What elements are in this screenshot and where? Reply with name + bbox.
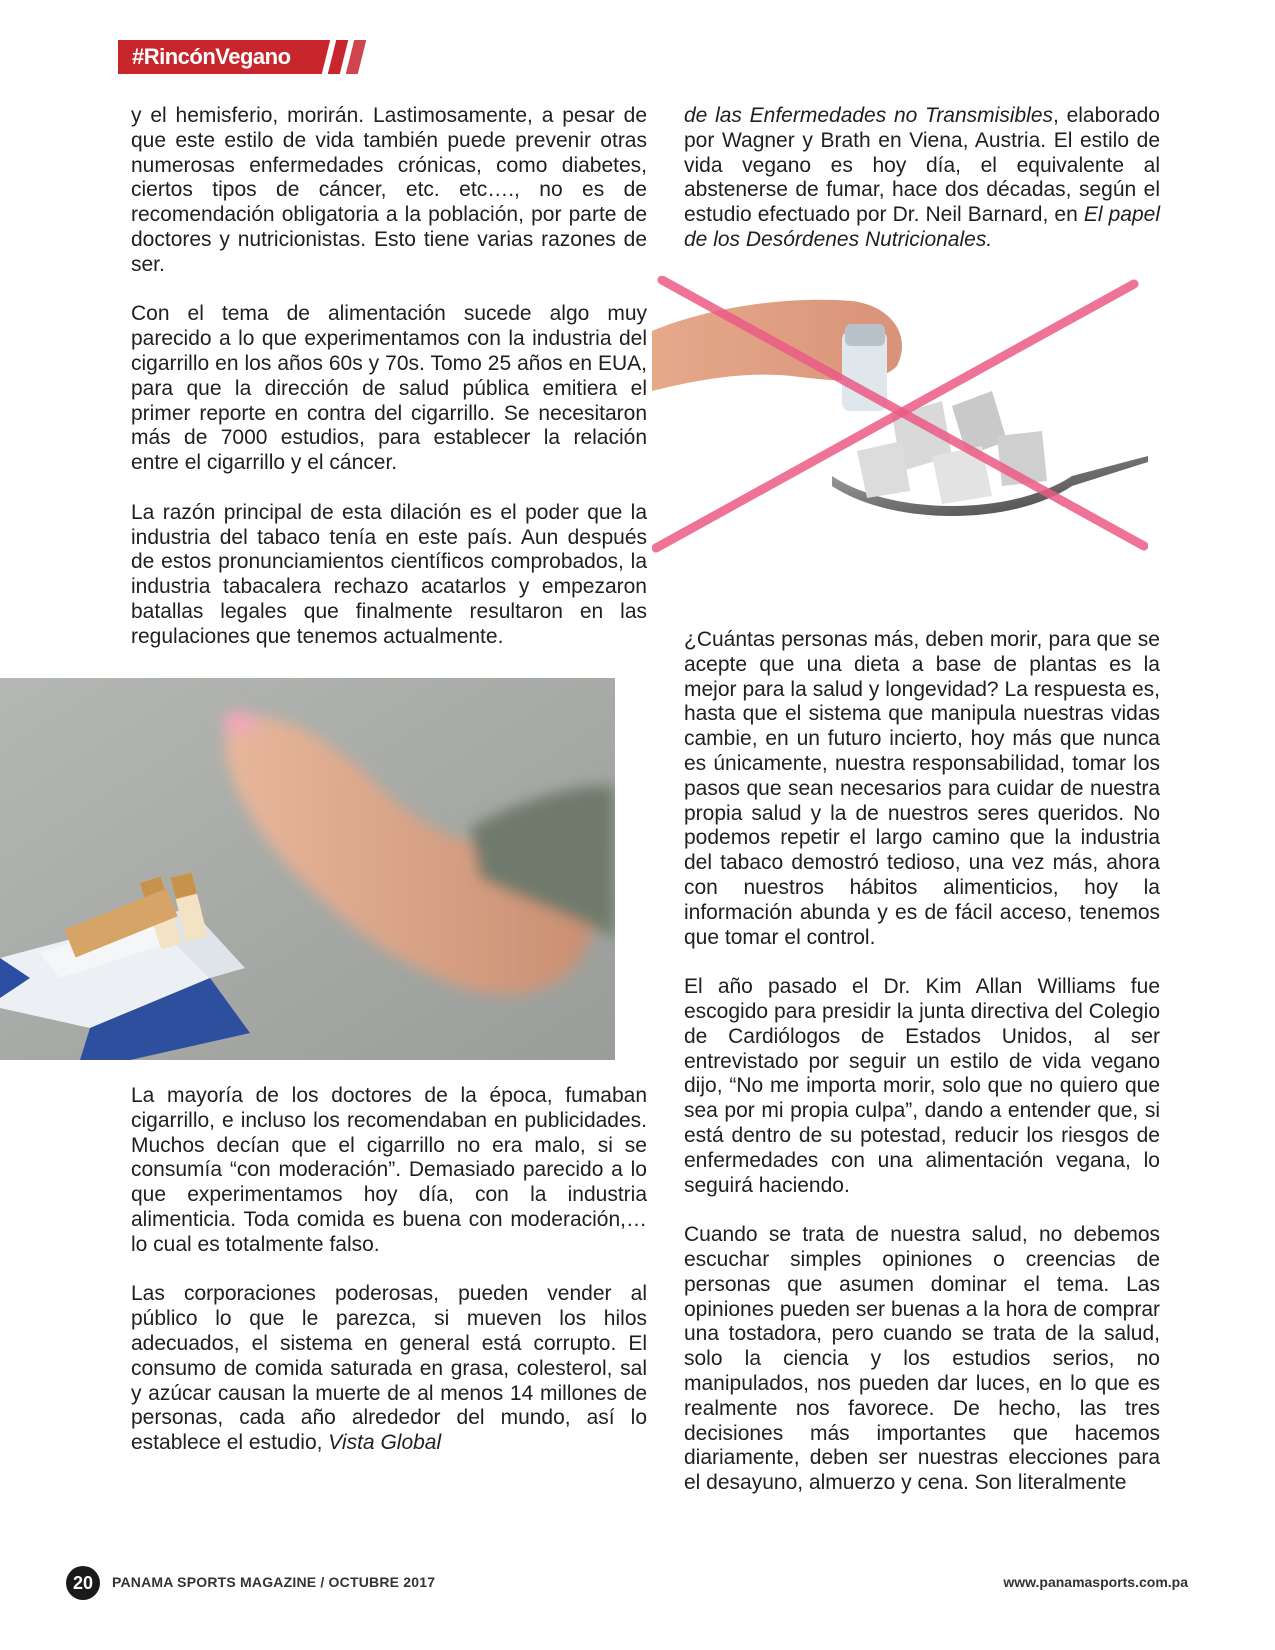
right-column-bottom: [684, 628, 1160, 1496]
paragraph: El año pasado el Dr. Kim Allan Williams fue escogido para presidir la junta directiva del Colegio de Cardiólogos de Estados Unidos, al ser entrevistado por seguir un estilo de vida vegano dijo, “No me importa morir, solo que no quiero que sea por mi propia culpa”, dando a entender que, si está dentro de su potestad, reducir los riesgos de enfermedades con una alimentación vegana, lo seguirá haciendo.: [684, 975, 1160, 1197]
paragraph: Cuando se trata de nuestra salud, no debemos escuchar simples opiniones o creencias de personas que asumen dominar el tema. Las opiniones pueden ser buenas a la hora de comprar una tostadora, pero cuando se trata de la salud, solo la ciencia y los estudios serios, no manipulados, nos pueden dar luces, en lo que es realmente nos favorece. De hecho, las tres decisiones más importantes que hacemos diariamente, deben ser nuestras elecciones para el desayuno, almuerzo y cena. Son literalmente: [684, 1223, 1160, 1495]
paragraph-text: Las corporaciones poderosas, pueden vender al público lo que le parezca, si mueven los hilos adecuados, el sistema en general está corrupto. El consumo de comida saturada en grasa, colesterol, sal y azúcar causan la muerte de al menos 14 millones de personas, cada año alrededor del mundo, así lo establece el estudio,: [131, 1282, 647, 1455]
paragraph: y el hemisferio, morirán. Lastimosamente, a pesar de que este estilo de vida también puede prevenir otras numerosas enfermedades crónicas, como diabetes, ciertos tipos de cáncer, etc. etc…., no es de recomendación obligatoria a la población, por parte de doctores y nutricionistas. Esto tiene varias razones de ser.: [131, 104, 647, 276]
left-column-bottom: [131, 1084, 647, 1456]
paragraph: Con el tema de alimentación sucede algo muy parecido a lo que experimentamos con la industria del cigarrillo en los años 60s y 70s. Tomo 25 años en EUA, para que la dirección de salud pública emitiera el primer reporte en contra del cigarrillo. Se necesitaron más de 7000 estudios, para establecer la relación entre el cigarrillo y el cáncer.: [131, 302, 647, 475]
study-title: Vista Global: [328, 1431, 442, 1455]
left-column-top: [131, 104, 647, 674]
website-link[interactable]: www.panamasports.com.pa: [1003, 1574, 1188, 1590]
right-column-top: [684, 104, 1160, 253]
study-title: de las Enfermedades no Transmisibles: [684, 104, 1054, 127]
paragraph: ¿Cuántas personas más, deben morir, para que se acepte que una dieta a base de plantas es la mejor para la salud y longevidad? La respuesta es, hasta que el sistema que manipula nuestras vidas cambie, en un futuro incierto, hoy más que nunca es únicamente, nuestra responsabilidad, tomar los pasos que sean necesarios para cuidar de nuestra propia salud y la de nuestros seres queridos. No podemos repetir el largo camino que la industria del tabaco demostró tedioso, una vez más, ahora con nuestros hábitos alimenticios, hoy la información abunda y es de fácil acceso, tenemos que tomar el control.: [684, 628, 1160, 949]
paragraph: [131, 1282, 647, 1456]
paragraph: La razón principal de esta dilación es el poder que la industria del tabaco tenía en este país. Aun después de estos pronunciamientos científicos comprobados, la industria tabacalera rechazo acatarlos y empezaron batallas legales que finalmente resultaron en las regulaciones que tenemos actualmente.: [131, 500, 647, 648]
paragraph-text: , elaborado por Wagner y Brath en Viena, Austria. El estilo de vida vegano es hoy día, el equivalente al abstenerse de fumar, hace dos décadas, según el estudio efectuado por Dr. Neil Barnard, en: [684, 104, 1160, 227]
magazine-issue: PANAMA SPORTS MAGAZINE / OCTUBRE 2017: [112, 1574, 436, 1590]
cigarette-refusal-photo: [0, 678, 615, 1060]
tag-stripe: [346, 40, 366, 74]
tag-stripe: [328, 40, 348, 74]
paragraph: La mayoría de los doctores de la época, fumaban cigarrillo, e incluso los recomendaban en publicidades. Muchos decían que el cigarrillo no era malo, si se consumía “con moderación”. Demasiado parecido a lo que experimentamos hoy día, con la industria alimenticia. Toda comida es buena con moderación,…lo cual es totalmente falso.: [131, 1084, 647, 1256]
section-tag-label: #RincónVegano: [118, 40, 318, 74]
salt-photo: [652, 276, 1148, 560]
page-number: 20: [66, 1566, 100, 1600]
study-title: El papel de los Desórdenes Nutricionales.: [684, 203, 1161, 251]
paragraph: [684, 104, 1160, 253]
